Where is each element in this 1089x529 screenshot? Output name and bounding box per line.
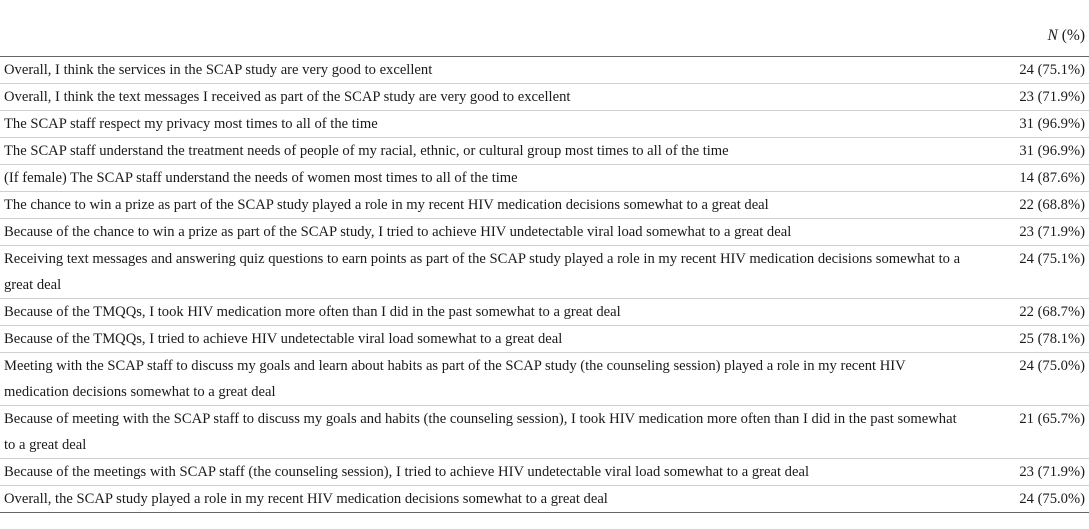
row-label: Overall, I think the services in the SCAP study are very good to excellent xyxy=(0,57,991,84)
row-label: Receiving text messages and answering quiz questions to earn points as part of the SCAP study played a role in my recent HIV medication decisions somewhat to a great deal xyxy=(0,246,991,299)
row-label: Meeting with the SCAP staff to discuss my goals and learn about habits as part of the SCAP study (the counseling session) played a role in my recent HIV medication decisions somewhat to a great deal xyxy=(0,353,991,406)
row-label: (If female) The SCAP staff understand the needs of women most times to all of the time xyxy=(0,165,991,192)
table-body xyxy=(0,57,1089,513)
row-label: The SCAP staff respect my privacy most times to all of the time xyxy=(0,111,991,138)
row-value: 22 (68.7%) xyxy=(991,299,1089,326)
row-label: Because of the TMQQs, I took HIV medication more often than I did in the past somewhat to a great deal xyxy=(0,299,991,326)
table-row xyxy=(0,326,1089,353)
table-header xyxy=(0,0,1089,57)
table-row xyxy=(0,459,1089,486)
row-value: 21 (65.7%) xyxy=(991,406,1089,459)
table-row xyxy=(0,406,1089,459)
row-value: 23 (71.9%) xyxy=(991,219,1089,246)
row-value: 31 (96.9%) xyxy=(991,111,1089,138)
table-row xyxy=(0,84,1089,111)
row-value: 25 (78.1%) xyxy=(991,326,1089,353)
row-value: 24 (75.0%) xyxy=(991,486,1089,513)
table-row xyxy=(0,57,1089,84)
row-label: The chance to win a prize as part of the SCAP study played a role in my recent HIV medication decisions somewhat to a great deal xyxy=(0,192,991,219)
row-label: Overall, I think the text messages I received as part of the SCAP study are very good to excellent xyxy=(0,84,991,111)
table-row xyxy=(0,486,1089,513)
row-value: 22 (68.8%) xyxy=(991,192,1089,219)
table-row xyxy=(0,299,1089,326)
row-label: Because of the TMQQs, I tried to achieve HIV undetectable viral load somewhat to a great deal xyxy=(0,326,991,353)
table-row xyxy=(0,246,1089,299)
row-value: 31 (96.9%) xyxy=(991,138,1089,165)
row-label: Because of meeting with the SCAP staff to discuss my goals and habits (the counseling session), I took HIV medication more often than I did in the past somewhat to a great deal xyxy=(0,406,991,459)
header-item-column xyxy=(0,0,991,57)
row-value: 14 (87.6%) xyxy=(991,165,1089,192)
row-label: Because of the meetings with SCAP staff (the counseling session), I tried to achieve HIV undetectable viral load somewhat to a great deal xyxy=(0,459,991,486)
row-value: 23 (71.9%) xyxy=(991,84,1089,111)
table-row xyxy=(0,111,1089,138)
row-label: The SCAP staff understand the treatment needs of people of my racial, ethnic, or cultural group most times to all of the time xyxy=(0,138,991,165)
header-n-percent-column xyxy=(991,0,1089,57)
row-value: 24 (75.1%) xyxy=(991,246,1089,299)
table-row xyxy=(0,192,1089,219)
table-row xyxy=(0,165,1089,192)
header-row xyxy=(0,0,1089,57)
header-n-symbol: N xyxy=(1047,27,1058,44)
row-value: 24 (75.0%) xyxy=(991,353,1089,406)
header-n-suffix: (%) xyxy=(1057,27,1085,44)
row-label: Overall, the SCAP study played a role in my recent HIV medication decisions somewhat to a great deal xyxy=(0,486,991,513)
row-value: 24 (75.1%) xyxy=(991,57,1089,84)
table-row xyxy=(0,138,1089,165)
row-value: 23 (71.9%) xyxy=(991,459,1089,486)
row-label: Because of the chance to win a prize as part of the SCAP study, I tried to achieve HIV undetectable viral load somewhat to a great deal xyxy=(0,219,991,246)
table-row xyxy=(0,219,1089,246)
table-row xyxy=(0,353,1089,406)
